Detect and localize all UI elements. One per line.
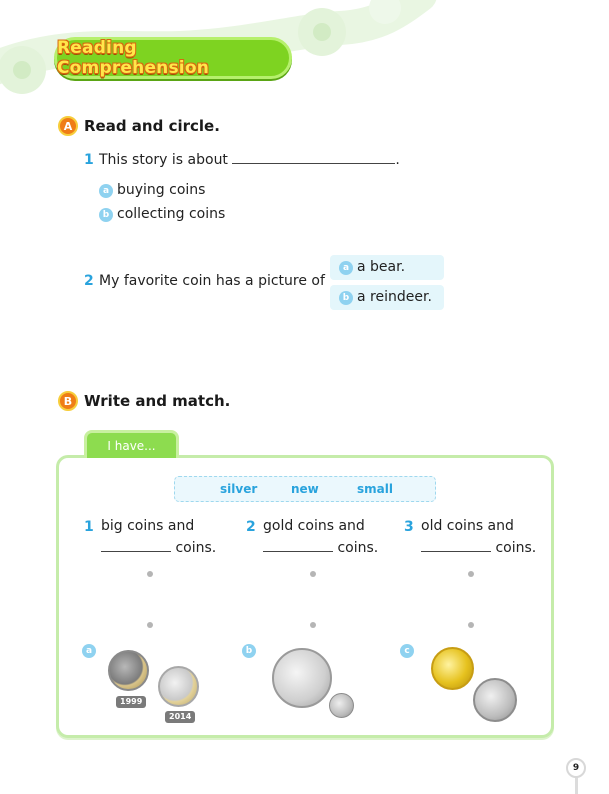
q2-option-a-badge: a xyxy=(339,261,353,275)
section-b-badge: B xyxy=(58,391,78,411)
year-tag-2014: 2014 xyxy=(165,711,195,723)
section-a-title: Read and circle. xyxy=(84,117,220,135)
old-silver-coin-image xyxy=(473,678,517,722)
match-item-3-line2 xyxy=(421,538,536,559)
match-item-3-suffix: coins. xyxy=(495,540,537,556)
match-item-2-suffix: coins. xyxy=(337,540,379,556)
match-dot-bottom-c[interactable] xyxy=(468,622,474,628)
question-2-number: 2 xyxy=(84,273,94,289)
question-1-number: 1 xyxy=(84,152,94,168)
large-silver-coin-image xyxy=(272,648,332,708)
match-dot-bottom-b[interactable] xyxy=(310,622,316,628)
match-dot-top-2[interactable] xyxy=(310,571,316,577)
gold-coin-image xyxy=(431,647,474,690)
match-item-2-line1: gold coins and xyxy=(263,518,365,534)
q2-option-a[interactable]: a bear. xyxy=(357,259,406,275)
small-silver-coin-image xyxy=(329,693,354,718)
q1-option-b[interactable]: collecting coins xyxy=(117,206,226,222)
i-have-tab-label: I have... xyxy=(107,438,156,453)
match-item-1-line2 xyxy=(101,538,216,559)
euro-coin-2014-image xyxy=(158,666,199,707)
match-dot-bottom-a[interactable] xyxy=(147,622,153,628)
question-2-text: My favorite coin has a picture of xyxy=(99,273,325,289)
question-1-blank[interactable] xyxy=(232,163,395,164)
word-bank-new: new xyxy=(291,482,319,496)
q2-option-b[interactable]: a reindeer. xyxy=(357,289,432,305)
question-1-period: . xyxy=(395,152,400,168)
match-item-2-line2 xyxy=(263,538,378,559)
picture-c-badge: c xyxy=(400,644,414,658)
match-item-1-blank[interactable] xyxy=(101,551,171,552)
q1-option-b-badge: b xyxy=(99,208,113,222)
page-title: Reading Comprehension xyxy=(57,38,210,78)
word-bank-silver: silver xyxy=(220,482,258,496)
word-bank-small: small xyxy=(357,482,393,496)
match-item-3-blank[interactable] xyxy=(421,551,491,552)
euro-coin-1999-image xyxy=(108,650,149,691)
picture-b-badge: b xyxy=(242,644,256,658)
q1-option-a[interactable]: buying coins xyxy=(117,182,206,198)
q2-option-b-badge: b xyxy=(339,291,353,305)
year-tag-1999: 1999 xyxy=(116,696,146,708)
question-1-prompt: This story is about xyxy=(99,152,228,168)
q1-option-a-badge: a xyxy=(99,184,113,198)
page-number: 9 xyxy=(566,758,586,778)
match-item-3-line1: old coins and xyxy=(421,518,514,534)
match-item-3-number: 3 xyxy=(404,519,414,535)
match-item-2-number: 2 xyxy=(246,519,256,535)
question-1-text xyxy=(99,152,400,168)
page-number-stem xyxy=(575,777,578,794)
section-a-badge: A xyxy=(58,116,78,136)
match-item-1-line1: big coins and xyxy=(101,518,195,534)
picture-a-badge: a xyxy=(82,644,96,658)
section-title-banner xyxy=(54,37,292,79)
match-dot-top-1[interactable] xyxy=(147,571,153,577)
match-item-1-suffix: coins. xyxy=(175,540,217,556)
match-item-1-number: 1 xyxy=(84,519,94,535)
match-item-2-blank[interactable] xyxy=(263,551,333,552)
match-dot-top-3[interactable] xyxy=(468,571,474,577)
i-have-tab xyxy=(84,430,179,458)
section-b-title: Write and match. xyxy=(84,392,231,410)
